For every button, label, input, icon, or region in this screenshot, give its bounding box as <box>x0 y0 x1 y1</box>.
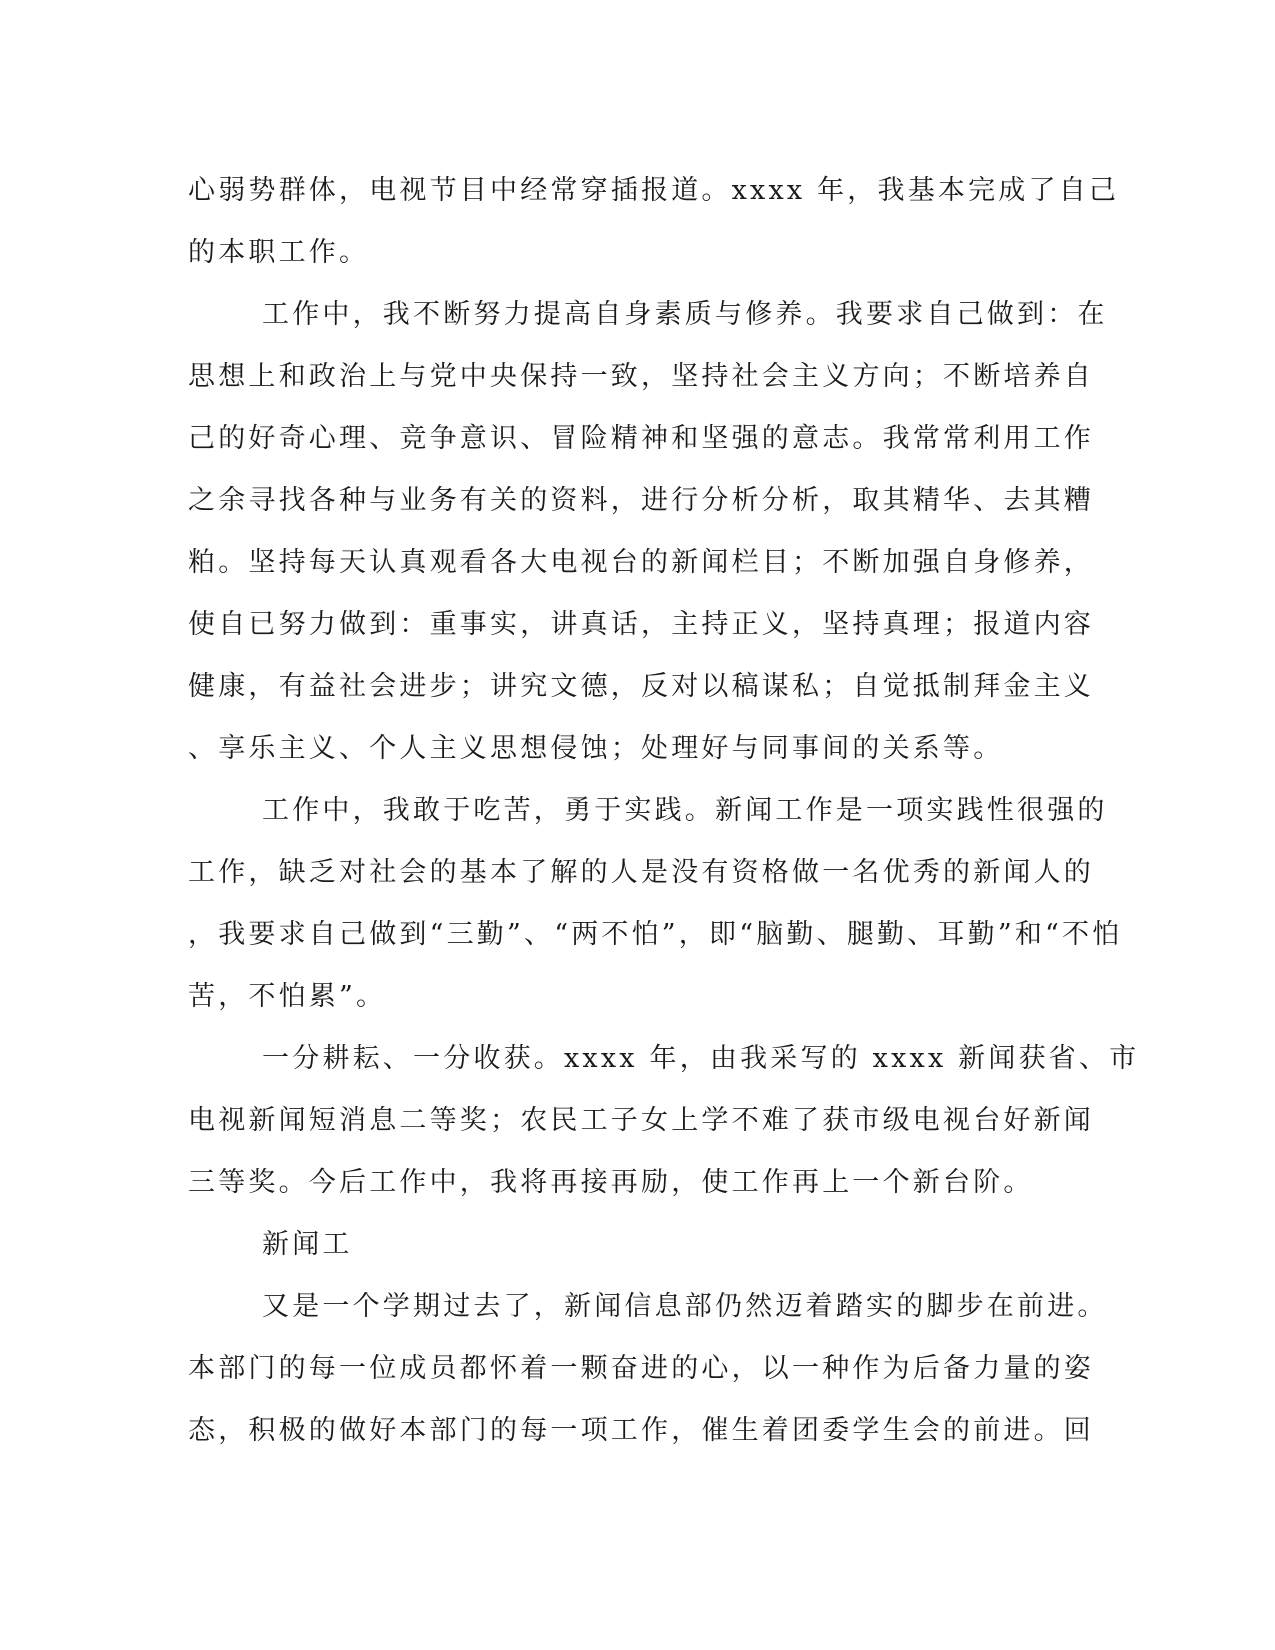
text-line: 工作，缺乏对社会的基本了解的人是没有资格做一名优秀的新闻人的 <box>188 857 1094 888</box>
text-line: 电视新闻短消息二等奖；农民工子女上学不难了获市级电视台好新闻 <box>188 1105 1094 1136</box>
text-line: 思想上和政治上与党中央保持一致，坚持社会主义方向；不断培养自 <box>188 361 1094 392</box>
text-line: 的本职工作。 <box>188 237 370 268</box>
text-line: 己的好奇心理、竞争意识、冒险精神和坚强的意志。我常常利用工作 <box>188 423 1094 454</box>
text-line: 心弱势群体，电视节目中经常穿插报道。xxxx 年，我基本完成了自己 <box>188 175 1120 206</box>
paragraph-start-line: 工作中，我不断努力提高自身素质与修养。我要求自己做到：在 <box>262 299 1108 330</box>
paragraph-start-line: 又是一个学期过去了，新闻信息部仍然迈着踏实的脚步在前进。 <box>262 1291 1108 1322</box>
text-line: 粕。坚持每天认真观看各大电视台的新闻栏目；不断加强自身修养， <box>188 547 1094 578</box>
text-line: 态，积极的做好本部门的每一项工作，催生着团委学生会的前进。回 <box>188 1415 1094 1446</box>
document-body <box>188 160 1140 1462</box>
text-line: 、享乐主义、个人主义思想侵蚀；处理好与同事间的关系等。 <box>188 733 1004 764</box>
paragraph-start-line: 工作中，我敢于吃苦，勇于实践。新闻工作是一项实践性很强的 <box>262 795 1108 826</box>
text-line: 健康，有益社会进步；讲究文德，反对以稿谋私；自觉抵制拜金主义 <box>188 671 1094 702</box>
text-line: 使自已努力做到：重事实，讲真话，主持正义，坚持真理；报道内容 <box>188 609 1094 640</box>
text-line: 本部门的每一位成员都怀着一颗奋进的心，以一种作为后备力量的姿 <box>188 1353 1094 1384</box>
text-line: 三等奖。今后工作中，我将再接再励，使工作再上一个新台阶。 <box>188 1167 1034 1198</box>
text-line: 苦，不怕累”。 <box>188 981 387 1012</box>
paragraph-start-line: 一分耕耘、一分收获。xxxx 年，由我采写的 xxxx 新闻获省、市 <box>262 1043 1140 1074</box>
section-heading: 新闻工 <box>262 1229 353 1260</box>
text-line: 之余寻找各种与业务有关的资料，进行分析分析，取其精华、去其糟 <box>188 485 1094 516</box>
text-line: ，我要求自己做到“三勤”、“两不怕”，即“脑勤、腿勤、耳勤”和“不怕 <box>188 919 1123 950</box>
